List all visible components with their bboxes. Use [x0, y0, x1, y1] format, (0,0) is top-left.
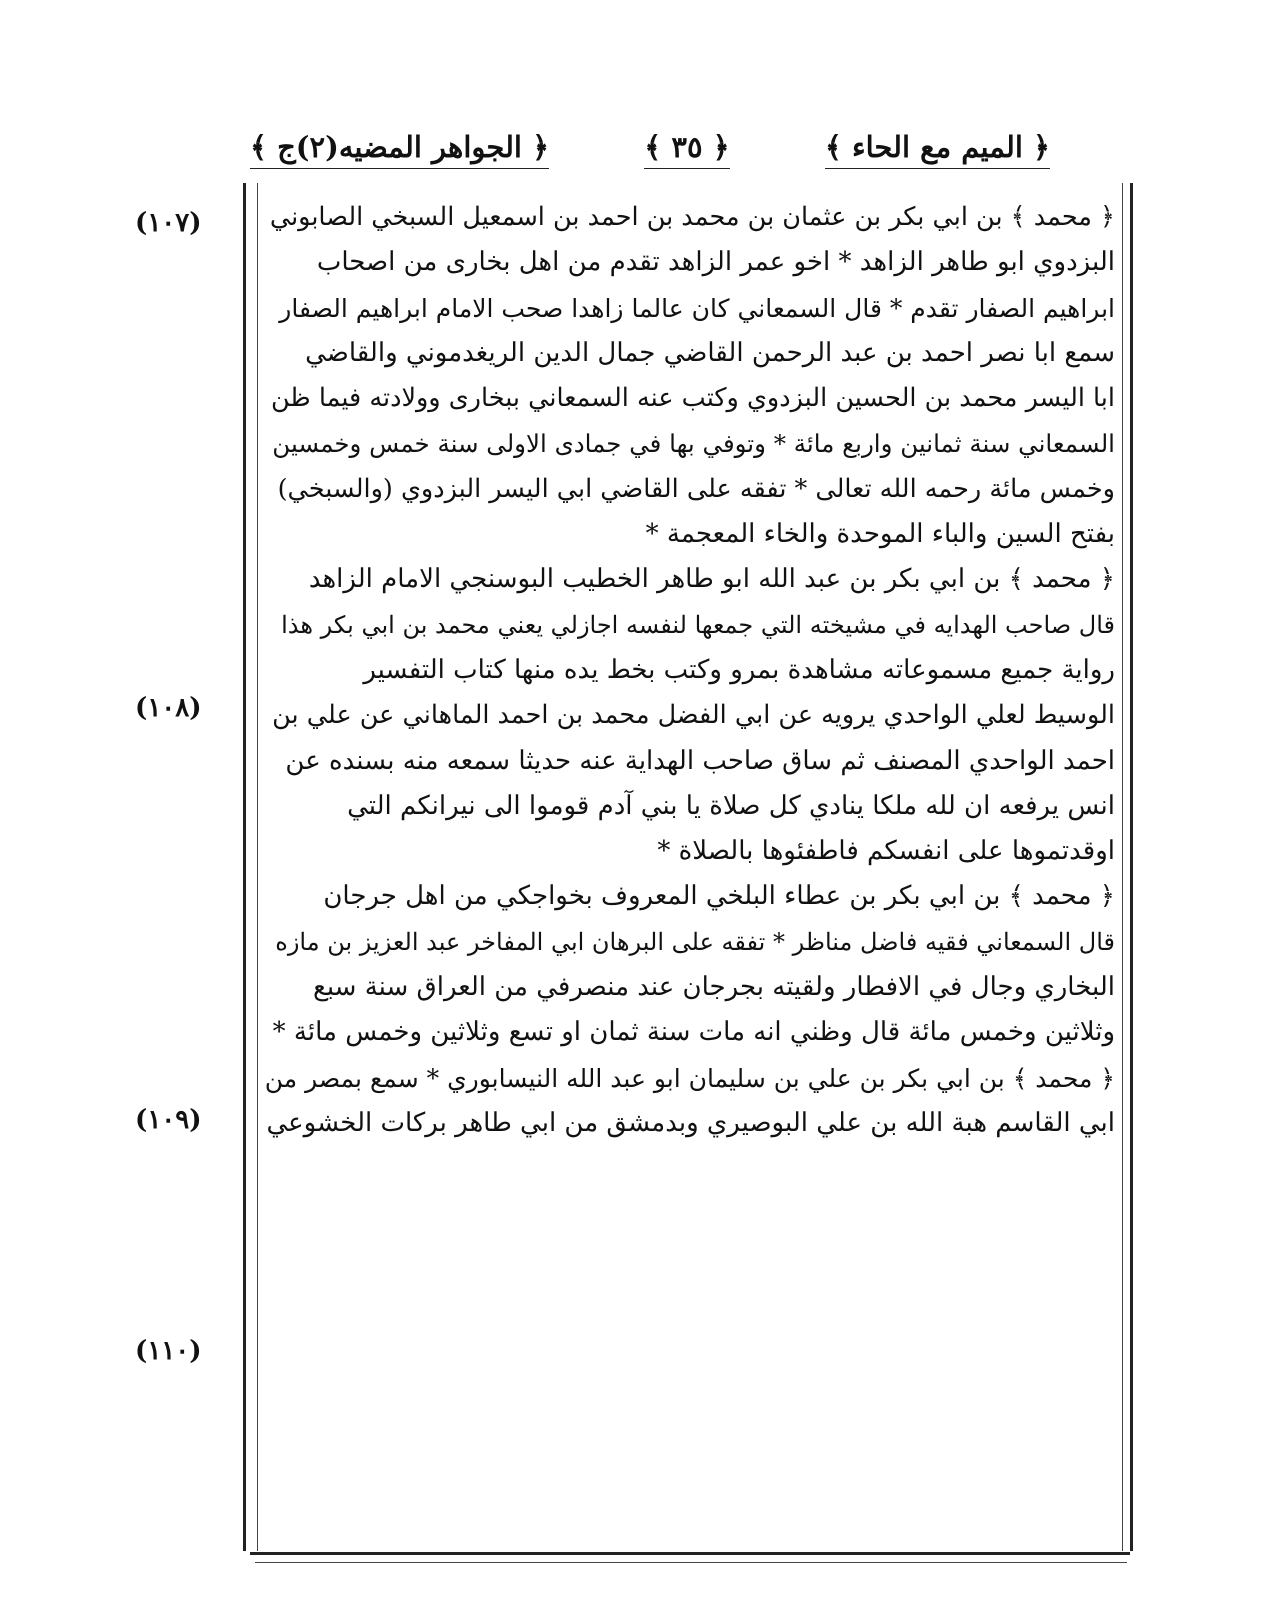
header-chapter-title: ﴿ الميم مع الحاء ﴾	[825, 130, 1050, 169]
text-line: بفتح السين والباء الموحدة والخاء المعجمة *	[645, 519, 1115, 550]
page-number: ﴿ ٣٥ ﴾	[644, 130, 729, 169]
text-line: الوسيط لعلي الواحدي يرويه عن ابي الفضل محمد بن احمد الماهاني عن علي بن	[272, 700, 1115, 731]
header-book-title: ﴿ الجواهر المضيه(٢)ج ﴾	[250, 130, 549, 169]
text-line: السمعاني سنة ثمانين واربع مائة * وتوفي بها في جمادى الاولى سنة خمس وخمسين	[272, 429, 1115, 459]
text-line: البزدوي ابو طاهر الزاهد * اخو عمر الزاهد تقدم من اهل بخارى من اصحاب	[316, 247, 1115, 278]
text-line: ﴿ محمد ﴾ بن ابي بكر بن علي بن سليمان ابو عبد الله النيسابوري * سمع بمصر من	[265, 1063, 1115, 1093]
bottom-rule-inner	[255, 1562, 1127, 1563]
text-line: البخاري وجال في الافطار ولقيته بجرجان عند منصرفي من العراق سنة سبع	[312, 972, 1115, 1003]
text-line: ابي القاسم هبة الله بن علي البوصيري وبدمشق من ابي طاهر بركات الخشوعي	[266, 1107, 1115, 1138]
running-header	[250, 118, 1050, 180]
text-line: احمد الواحدي المصنف ثم ساق صاحب الهداية عنه حديثا سمعه منه بسنده عن	[285, 745, 1115, 776]
text-line: قال السمعاني فقيه فاضل مناظر * تفقه على البرهان ابي المفاخر عبد العزيز بن مازه	[275, 927, 1115, 956]
text-line: وثلاثين وخمس مائة قال وظني انه مات سنة ثمان او تسع وثلاثين وخمس مائة *	[272, 1017, 1115, 1048]
text-line: ابراهيم الصفار تقدم * قال السمعاني كان عالما زاهدا صحب الامام ابراهيم الصفار	[279, 293, 1115, 323]
text-line: قال صاحب الهدايه في مشيخته التي جمعها لنفسه اجازلي يعني محمد بن ابي بكر هذا	[281, 610, 1115, 639]
text-line: ابا اليسر محمد بن الحسين البزدوي وكتب عنه السمعاني ببخارى وولادته فيما ظن	[271, 383, 1115, 414]
text-line: ﴿ محمد ﴾ بن ابي بكر بن عثمان بن محمد بن احمد بن اسمعيل السبخي الصابوني	[269, 202, 1115, 232]
text-line: انس يرفعه ان لله ملكا ينادي كل صلاة يا بني آدم قوموا الى نيرانكم التي	[347, 790, 1115, 821]
entry-number: (١٠٨)	[135, 693, 202, 723]
text-line: اوقدتموها على انفسكم فاطفئوها بالصلاة *	[657, 836, 1115, 867]
text-line: ﴿ محمد ﴾ بن ابي بكر بن عبد الله ابو طاهر الخطيب البوسنجي الامام الزاهد	[308, 564, 1115, 595]
text-line: سمع ابا نصر احمد بن عبد الرحمن القاضي جمال الدين الريغدموني والقاضي	[305, 337, 1115, 368]
text-line: رواية جميع مسموعاته مشاهدة بمرو وكتب بخط يده منها كتاب التفسير	[363, 654, 1115, 685]
entry-number: (١٠٩)	[135, 1105, 202, 1135]
body-text	[265, 195, 1115, 1146]
entry-number: (١٠٧)	[135, 208, 202, 238]
entry-number: (١١٠)	[135, 1336, 202, 1366]
text-line: ﴿ محمد ﴾ بن ابي بكر بن عطاء البلخي المعروف بخواجكي من اهل جرجان	[323, 881, 1115, 912]
text-line: وخمس مائة رحمه الله تعالى * تفقه على القاضي ابي اليسر البزدوي (والسبخي)	[277, 473, 1115, 504]
bottom-rule	[250, 1552, 1130, 1555]
